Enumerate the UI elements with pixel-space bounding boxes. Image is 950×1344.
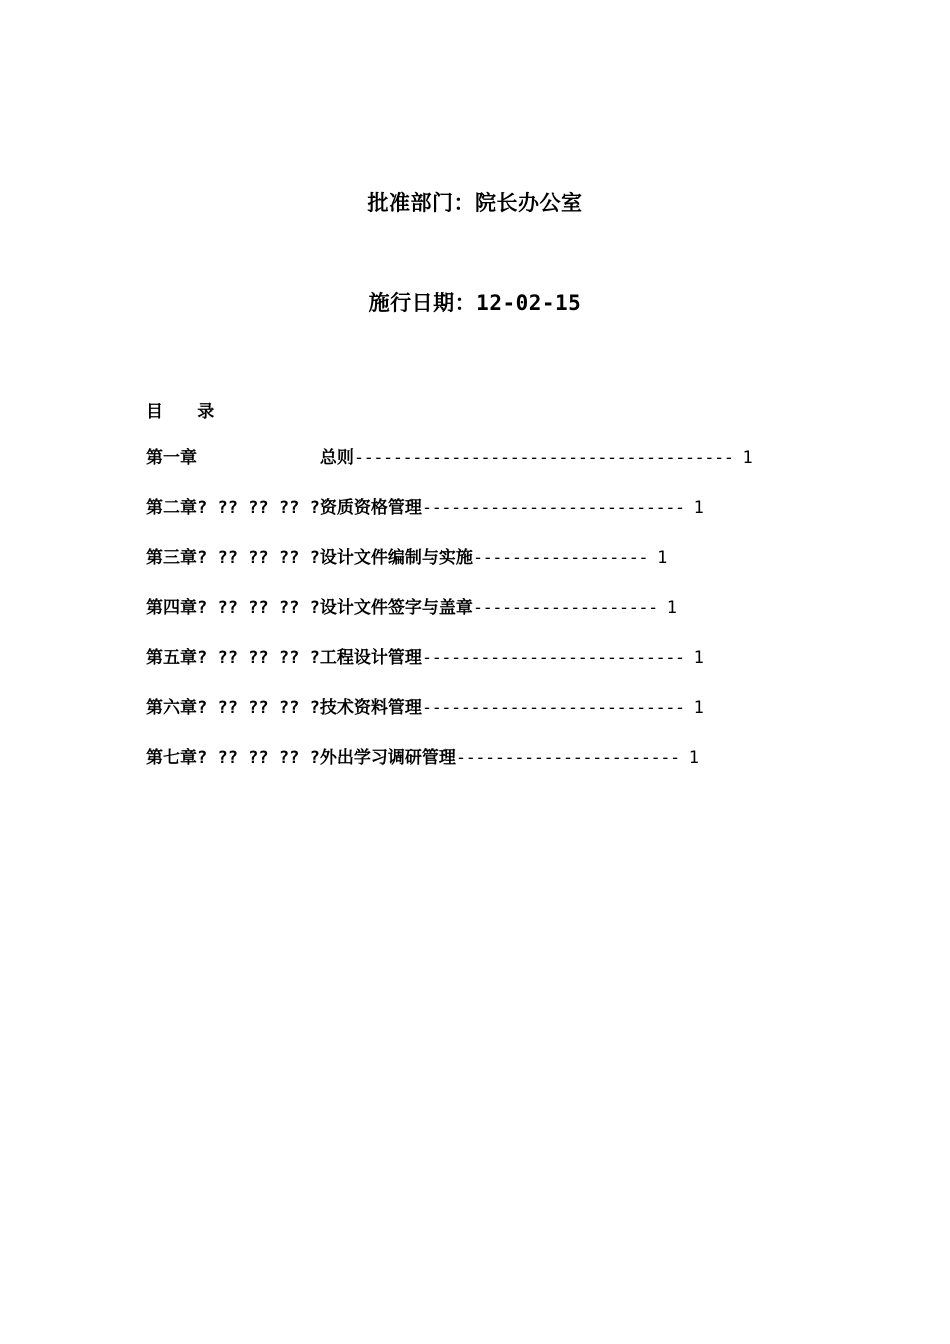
toc-leader: ---------------------------------------	[353, 448, 734, 468]
toc-chapter: 第六章	[146, 698, 197, 718]
toc-gap: ? ?? ?? ?? ?	[197, 598, 320, 618]
toc-title: 设计文件签字与盖章	[319, 598, 473, 618]
toc-chapter: 第四章	[146, 598, 197, 618]
toc-leader: ------------------	[472, 548, 649, 568]
toc-item[interactable]	[146, 496, 704, 520]
toc-page-number: 1	[693, 698, 704, 718]
toc-gap	[197, 446, 320, 470]
toc-leader: ---------------------------	[421, 498, 685, 518]
toc-page-number: 1	[688, 748, 699, 768]
toc-page-number: 1	[693, 498, 704, 518]
toc-leader: -----------------------	[455, 748, 680, 768]
toc-chapter: 第二章	[146, 498, 197, 518]
toc-page-number: 1	[657, 548, 668, 568]
toc-item[interactable]	[146, 596, 677, 620]
toc-chapter: 第七章	[146, 748, 197, 768]
toc-heading: 目 录	[146, 402, 227, 422]
approval-department: 批准部门：院长办公室	[367, 191, 583, 215]
toc-gap: ? ?? ?? ?? ?	[197, 748, 320, 768]
toc-title: 资质资格管理	[319, 498, 422, 518]
effective-date: 施行日期：12-02-15	[368, 291, 582, 315]
toc-leader: ---------------------------	[421, 648, 685, 668]
toc-chapter: 第三章	[146, 548, 197, 568]
toc-leader: -------------------	[472, 598, 658, 618]
toc-item[interactable]	[146, 646, 704, 670]
toc-gap: ? ?? ?? ?? ?	[197, 698, 320, 718]
toc-title: 工程设计管理	[319, 648, 422, 668]
toc-gap: ? ?? ?? ?? ?	[197, 498, 320, 518]
toc-title: 技术资料管理	[319, 698, 422, 718]
toc-title: 外出学习调研管理	[319, 748, 456, 768]
toc-page-number: 1	[693, 648, 704, 668]
toc-leader: ---------------------------	[421, 698, 685, 718]
toc-item[interactable]	[146, 746, 699, 770]
toc-title: 设计文件编制与实施	[319, 548, 473, 568]
toc-gap: ? ?? ?? ?? ?	[197, 548, 320, 568]
toc-chapter: 第五章	[146, 648, 197, 668]
toc-item[interactable]	[146, 696, 704, 720]
toc-item[interactable]	[146, 446, 753, 470]
toc-item[interactable]	[146, 546, 667, 570]
toc-gap: ? ?? ?? ?? ?	[197, 648, 320, 668]
toc-page-number: 1	[666, 598, 678, 618]
toc-page-number: 1	[742, 448, 753, 468]
toc-chapter: 第一章	[146, 448, 197, 468]
toc-title: 总则	[319, 448, 354, 468]
